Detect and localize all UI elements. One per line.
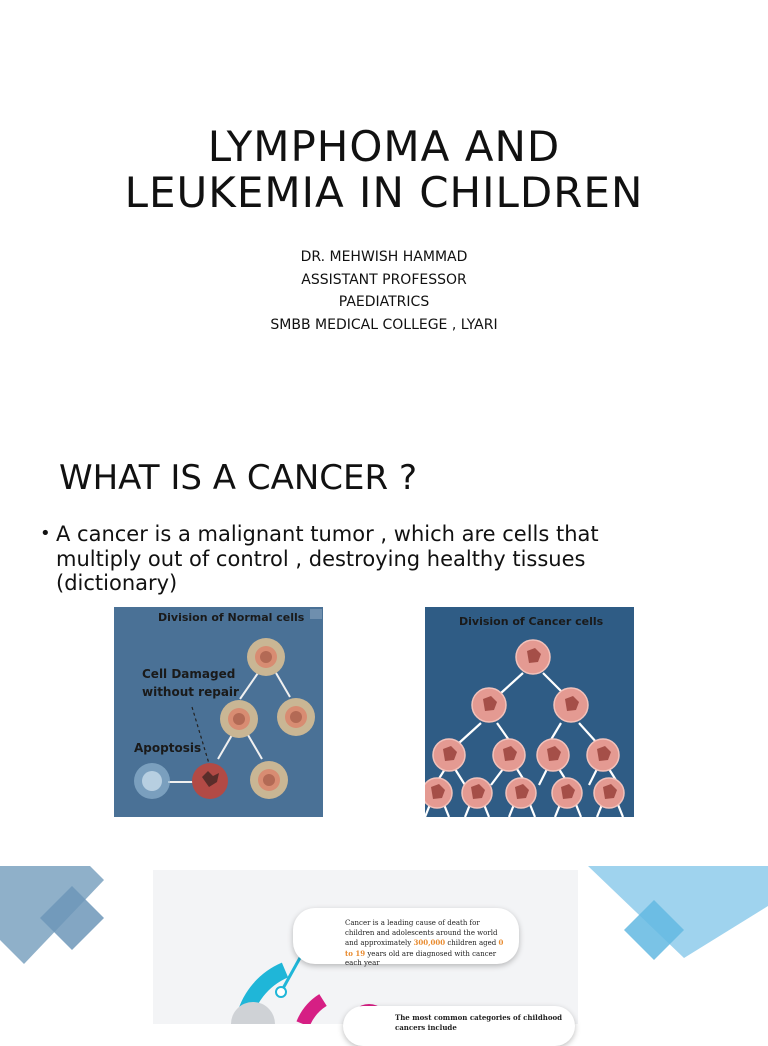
definition-bullet — [40, 522, 660, 596]
normal-cell-diagram — [114, 607, 323, 817]
slide-heading: WHAT IS A CANCER ? — [59, 458, 417, 498]
stat-card-1-text: Cancer is a leading cause of death for children and adolescents around the world and approximately 300,000 children aged 0 to 19 years old are diagnosed with cancer each year — [345, 919, 504, 967]
cancer-panel-title: Division of Cancer cells — [459, 615, 604, 628]
author-name: DR. MEHWISH HAMMAD — [300, 249, 468, 265]
normal-cell-division-image — [114, 607, 323, 817]
author-role: ASSISTANT PROFESSOR — [301, 271, 467, 288]
damaged-cell-label: Cell Damaged without repair — [142, 667, 239, 699]
infographic-image — [153, 870, 578, 1032]
right-diamond-decoration — [588, 866, 768, 966]
childhood-cancer-stats-slide — [0, 860, 768, 1032]
cancer-cell-diagram — [425, 607, 634, 817]
cancer-cell-division-image — [425, 607, 634, 817]
stat-card-2-text: The most common categories of childhood cancers include — [395, 1013, 563, 1032]
bullet-icon: • — [40, 523, 51, 544]
normal-panel-title: Division of Normal cells — [158, 611, 305, 624]
institution: SMBB MEDICAL COLLEGE , LYARI — [270, 316, 498, 333]
author-block — [0, 246, 768, 336]
stat-card-1 — [293, 908, 519, 967]
definition-text: A cancer is a malignant tumor , which are cells that multiply out of control , destroying healthy tissues (dictionary) — [56, 522, 599, 595]
cancer-definition-slide — [0, 430, 768, 860]
left-diamond-decoration — [0, 866, 110, 966]
slide-title: LYMPHOMA AND LEUKEMIA IN CHILDREN — [124, 122, 644, 217]
apoptosis-label: Apoptosis — [134, 741, 202, 755]
title-slide — [0, 0, 768, 430]
stat-card-2 — [343, 1006, 575, 1046]
department: PAEDIATRICS — [338, 294, 430, 310]
